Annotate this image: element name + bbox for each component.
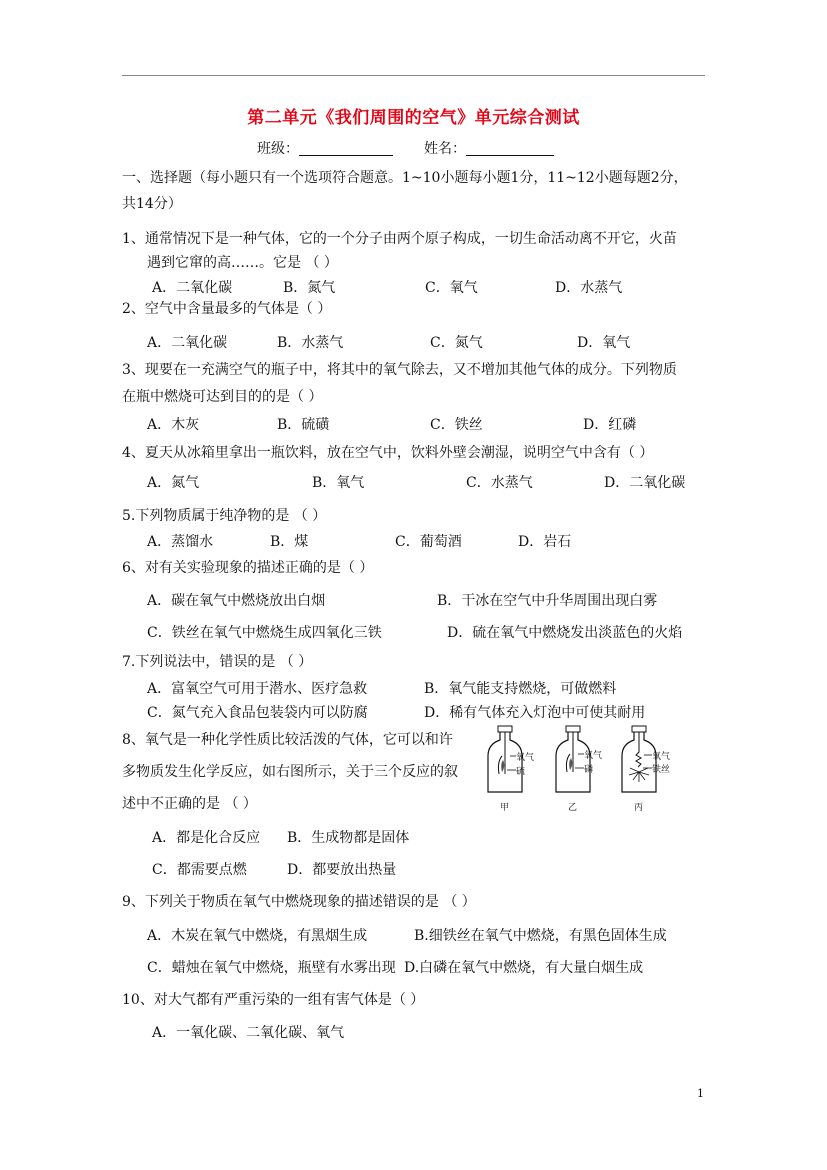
q9-stem: 9、下列关于物质在氧气中燃烧现象的描述错误的是 （ ） bbox=[122, 894, 476, 910]
q8-stem-cont: 多物质发生化学反应，如右图所示，关于三个反应的叙 bbox=[122, 764, 458, 780]
q8-stem-cont2: 述中不正确的是 （ ） bbox=[122, 796, 257, 812]
q4-option-a[interactable]: A．氮气 bbox=[147, 475, 200, 491]
q1-option-a[interactable]: A．二氧化碳 bbox=[152, 280, 233, 296]
q5-option-c[interactable]: C．葡萄酒 bbox=[395, 534, 462, 550]
jar-bing bbox=[622, 726, 670, 813]
page-title: 第二单元《我们周围的空气》单元综合测试 bbox=[247, 108, 580, 128]
label-phosphorus: 磷 bbox=[584, 765, 594, 775]
name-label: 姓名： bbox=[424, 141, 466, 157]
jar-jia bbox=[488, 726, 534, 813]
q3-option-a[interactable]: A．木灰 bbox=[147, 417, 200, 433]
q3-option-d[interactable]: D．红磷 bbox=[583, 417, 637, 433]
q9-option-a[interactable]: A．木炭在氧气中燃烧，有黑烟生成 bbox=[147, 928, 368, 944]
q4-option-d[interactable]: D．二氧化碳 bbox=[604, 475, 686, 491]
q7-option-b[interactable]: B．氧气能支持燃烧，可做燃料 bbox=[424, 681, 617, 697]
label-oxygen-3: 氧气 bbox=[652, 752, 671, 762]
q4-option-b[interactable]: B．氧气 bbox=[312, 475, 365, 491]
q2-stem: 2、空气中含量最多的气体是（ ） bbox=[122, 301, 332, 317]
q8-stem: 8、氧气是一种化学性质比较活泼的气体，它可以和许 bbox=[122, 732, 453, 748]
q4-option-c[interactable]: C．水蒸气 bbox=[466, 475, 533, 491]
label-sulfur: 硫 bbox=[516, 767, 526, 777]
class-field bbox=[257, 139, 393, 159]
q8-option-d[interactable]: D．都要放出热量 bbox=[287, 862, 397, 878]
q7-option-a[interactable]: A．富氧空气可用于潜水、医疗急救 bbox=[147, 681, 368, 697]
q2-option-a[interactable]: A．二氧化碳 bbox=[147, 335, 228, 351]
q6-option-b[interactable]: B．干冰在空气中升华周围出现白雾 bbox=[437, 593, 658, 609]
section-heading-cont: 共14分） bbox=[122, 196, 182, 212]
q8-option-b[interactable]: B．生成物都是固体 bbox=[287, 830, 410, 846]
q1-option-c[interactable]: C．氧气 bbox=[425, 280, 478, 296]
q1-stem-cont: 遇到它窜的高……。它是 （ ） bbox=[147, 255, 338, 271]
name-field bbox=[424, 139, 554, 159]
q6-option-d[interactable]: D．硫在氧气中燃烧发出淡蓝色的火焰 bbox=[447, 625, 683, 641]
label-oxygen-2: 氧气 bbox=[584, 751, 603, 761]
q7-option-d[interactable]: D．稀有气体充入灯泡中可使其耐用 bbox=[424, 705, 646, 721]
q2-option-b[interactable]: B．水蒸气 bbox=[277, 335, 344, 351]
q8-option-c[interactable]: C．都需要点燃 bbox=[152, 862, 247, 878]
q9-option-d[interactable]: D.白磷在氧气中燃烧，有大量白烟生成 bbox=[404, 960, 644, 976]
q1-option-b[interactable]: B．氮气 bbox=[283, 280, 336, 296]
header-rule bbox=[122, 75, 705, 76]
q7-option-c[interactable]: C．氮气充入食品包装袋内可以防腐 bbox=[147, 705, 368, 721]
q2-option-c[interactable]: C．氮气 bbox=[430, 335, 483, 351]
q5-option-d[interactable]: D．岩石 bbox=[518, 534, 572, 550]
q6-option-c[interactable]: C．铁丝在氧气中燃烧生成四氧化三铁 bbox=[147, 625, 382, 641]
q6-option-a[interactable]: A．碳在氧气中燃烧放出白烟 bbox=[147, 593, 326, 609]
q3-stem-cont: 在瓶中燃烧可达到目的的是（ ） bbox=[122, 389, 323, 405]
q7-stem: 7.下列说法中，错误的是 （ ） bbox=[122, 654, 313, 670]
q3-option-b[interactable]: B．硫磺 bbox=[277, 417, 330, 433]
class-blank[interactable] bbox=[299, 141, 393, 156]
q5-option-a[interactable]: A．蒸馏水 bbox=[147, 534, 214, 550]
q4-stem: 4、夏天从冰箱里拿出一瓶饮料，放在空气中，饮料外壁会潮湿，说明空气中含有（ ） bbox=[122, 445, 654, 461]
name-blank[interactable] bbox=[466, 141, 554, 156]
q3-option-c[interactable]: C．铁丝 bbox=[430, 417, 483, 433]
q5-option-b[interactable]: B．煤 bbox=[270, 534, 309, 550]
label-oxygen-1: 氧气 bbox=[516, 753, 535, 763]
q3-stem: 3、现要在一充满空气的瓶子中，将其中的氧气除去，又不增加其他气体的成分。下列物质 bbox=[122, 362, 677, 378]
q8-option-a[interactable]: A．都是化合反应 bbox=[152, 830, 261, 846]
spark-icon bbox=[629, 768, 649, 782]
page-number: 1 bbox=[697, 1087, 704, 1100]
q1-stem: 1、通常情况下是一种气体，它的一个分子由两个原子构成，一切生命活动离不开它，火苗 bbox=[122, 231, 677, 247]
q9-option-c[interactable]: C．蜡烛在氧气中燃烧，瓶壁有水雾出现 bbox=[147, 960, 396, 976]
label-iron-wire: 铁丝 bbox=[652, 765, 671, 775]
caption-bing: 丙 bbox=[634, 803, 644, 813]
jar-yi bbox=[556, 726, 602, 813]
q10-option-a[interactable]: A．一氧化碳、二氧化碳、氧气 bbox=[152, 1025, 345, 1041]
q1-option-d[interactable]: D．水蒸气 bbox=[555, 280, 623, 296]
q10-stem: 10、对大气都有严重污染的一组有害气体是（ ） bbox=[122, 992, 425, 1008]
q8-figure bbox=[480, 722, 700, 822]
caption-yi: 乙 bbox=[568, 803, 578, 813]
q9-option-b[interactable]: B.细铁丝在氧气中燃烧，有黑色固体生成 bbox=[414, 928, 667, 944]
section-heading: 一、选择题（每小题只有一个选项符合题意。1~10小题每小题1分，11~12小题每题2分， bbox=[122, 170, 688, 186]
caption-jia: 甲 bbox=[500, 803, 510, 813]
class-label: 班级： bbox=[257, 141, 299, 157]
q5-stem: 5.下列物质属于纯净物的是 （ ） bbox=[122, 508, 327, 524]
q6-stem: 6、对有关实验现象的描述正确的是（ ） bbox=[122, 560, 374, 576]
q2-option-d[interactable]: D．氧气 bbox=[577, 335, 631, 351]
